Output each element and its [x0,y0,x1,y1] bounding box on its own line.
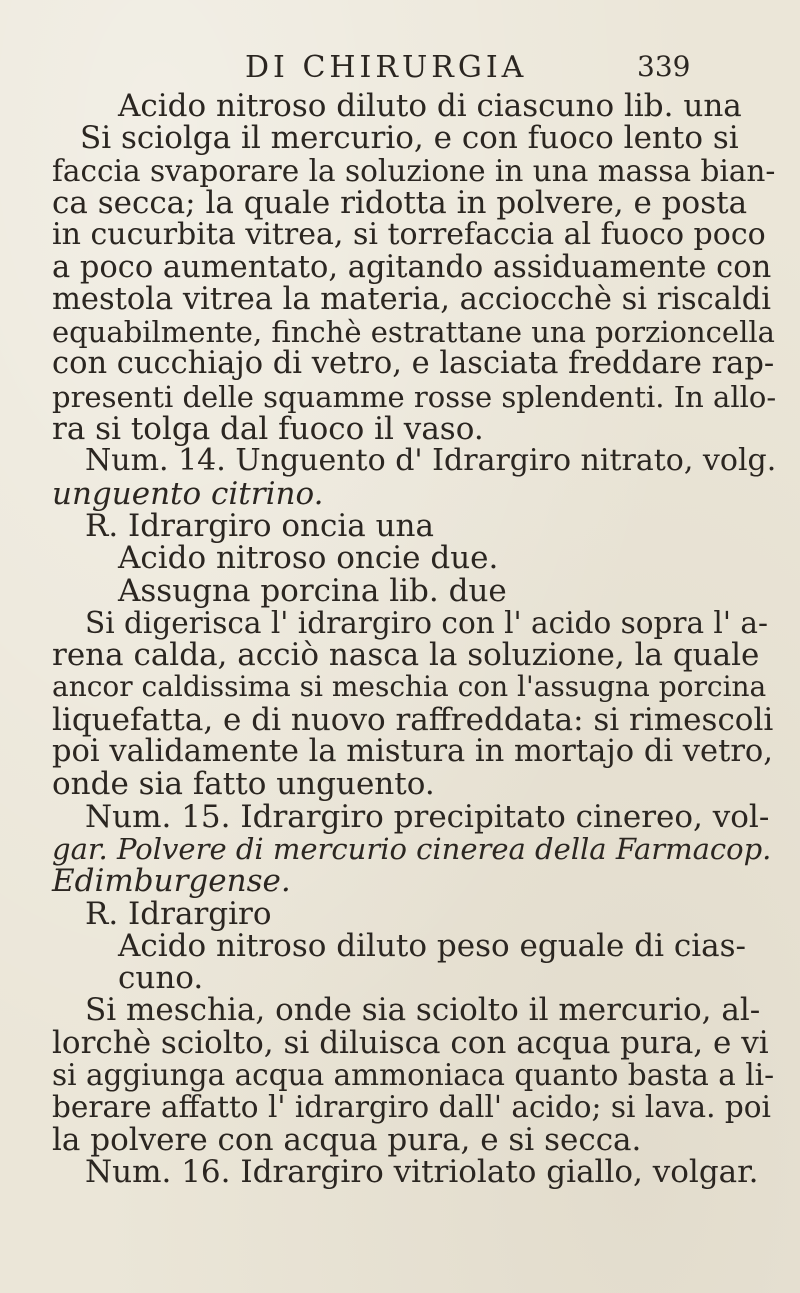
text-line: Si sciolga il mercurio, e con fuoco lento si [80,120,739,157]
text-line: con cucchiajo di vetro, e lasciata freddare rap- [52,346,775,382]
text-line: mestola vitrea la materia, acciocchè si riscaldi [52,281,771,317]
text-line: si aggiunga acqua ammoniaca quanto basta a li- [52,1058,775,1092]
text-line: onde sia fatto unguento. [52,766,435,803]
text-line: berare affatto l' idrargiro dall' acido; si lava. poi [52,1090,771,1125]
page-header [0,50,800,86]
text-line: unguento citrino. [52,475,324,512]
text-line: Edimburgense. [52,863,291,900]
text-line: presenti delle squamme rosse splendenti. In allo- [52,379,777,414]
running-head: DI CHIRURGIA [245,50,528,85]
text-line: Num. 14. Unguento d' Idrargiro nitrato, volg. [85,443,777,479]
text-line: faccia svaporare la soluzione in una massa bian- [52,153,776,188]
text-line: Num. 16. Idrargiro vitriolato giallo, volgar. [85,1153,759,1190]
text-line: R. Idrargiro oncia una [85,507,435,544]
text-line: a poco aumentato, agitando assiduamente con [52,249,772,285]
text-line: Si digerisca l' idrargiro con l' acido sopra l' a- [85,605,768,640]
text-line: liquefatta, e di nuovo raffreddata: si rimescoli [52,701,774,738]
text-line: ca secca; la quale ridotta in polvere, e posta [52,184,748,221]
text-line: la polvere con acqua pura, e si secca. [52,1121,642,1158]
text-line: Acido nitroso diluto di ciascuno lib. una [118,88,742,124]
text-line: poi validamente la mistura in mortajo di vetro, [52,734,773,769]
text-line: ra si tolga dal fuoco il vaso. [52,411,484,447]
text-line: R. Idrargiro [85,895,272,932]
text-line: lorchè sciolto, si diluisca con acqua pura, e vi [52,1024,769,1061]
text-line: ancor caldissima si meschia con l'assugna porcina [52,670,767,704]
text-line: gar. Polvere di mercurio cinerea della Farmacop. [52,831,772,866]
text-line: rena calda, acciò nasca la soluzione, la quale [52,637,760,674]
page-number: 339 [637,50,691,83]
text-line: Si meschia, onde sia sciolto il mercurio, al- [85,992,761,1029]
text-line: Acido nitroso diluto peso eguale di cias- [118,927,747,964]
text-line: Acido nitroso oncie due. [118,540,499,577]
text-line: Num. 15. Idrargiro precipitato cinereo, vol- [85,798,770,835]
text-line: cuno. [118,960,204,997]
text-line: equabilmente, finchè estrattane una porzioncella [52,315,775,350]
text-line: in cucurbita vitrea, si torrefaccia al fuoco poco [52,217,766,253]
text-line: Assugna porcina lib. due [118,572,507,609]
